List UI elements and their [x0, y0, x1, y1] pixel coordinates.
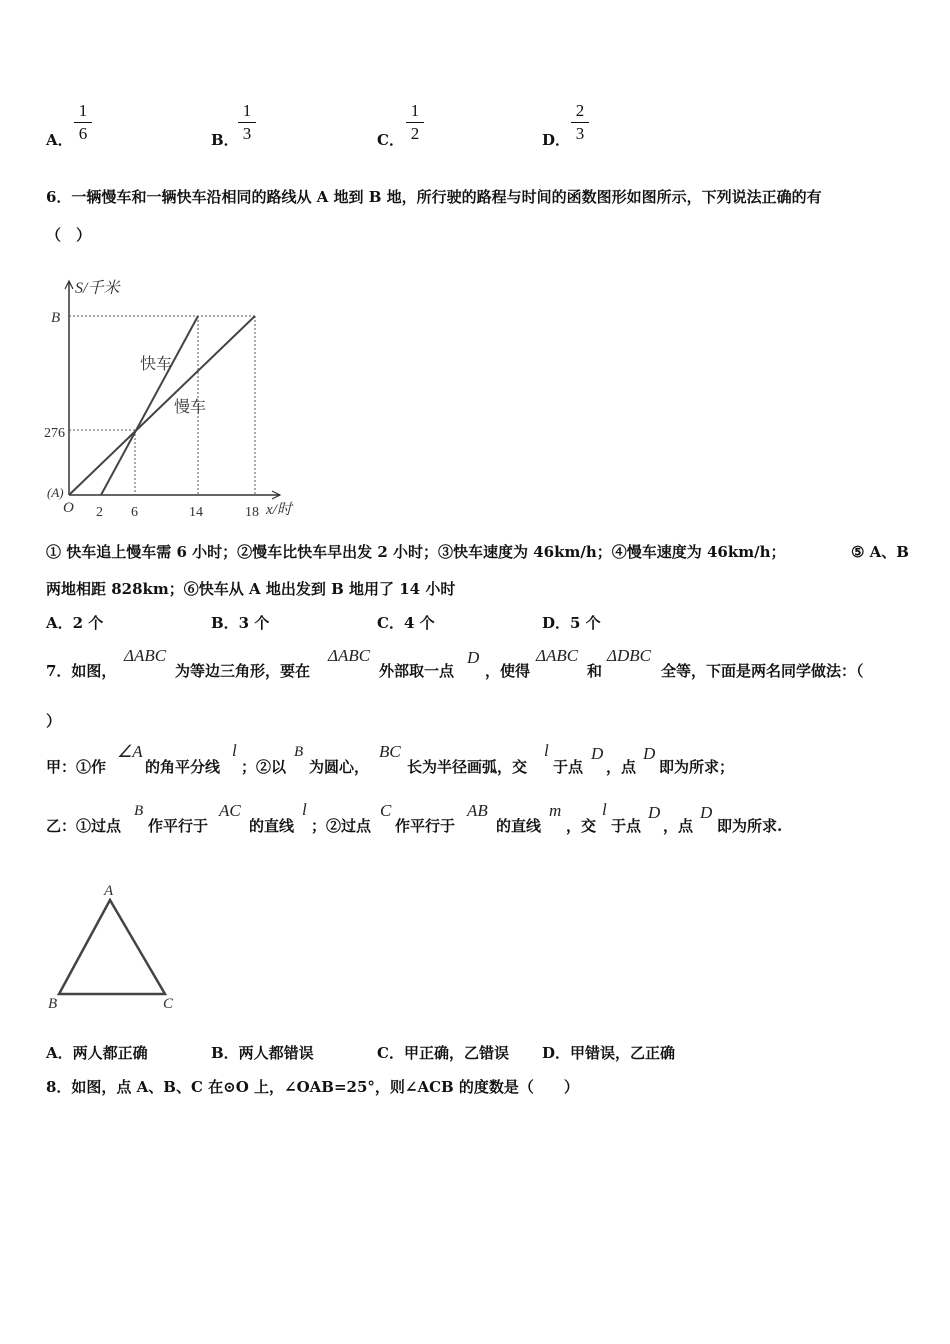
q7-option-b: B．两人都错误: [211, 1044, 314, 1062]
triangle-abc: [59, 900, 165, 994]
yi-math-ab: AB: [467, 801, 488, 820]
q7-text-3: 外部取一点: [379, 662, 455, 680]
yi-math-ac: AC: [219, 801, 241, 820]
q7-option-a: A．两人都正确: [46, 1044, 148, 1062]
q6-option-b: B．3 个: [211, 614, 270, 632]
q7-text-4: ，使得: [485, 662, 531, 680]
vertex-c-label: C: [163, 996, 174, 1012]
q7-math-d: D: [467, 648, 480, 667]
jia-text-3: ；②以: [241, 758, 287, 776]
q7-math-dbc: ΔDBC: [607, 646, 651, 665]
yi-text-5: 作平行于: [395, 817, 456, 835]
yi-math-b: B: [134, 803, 144, 819]
q7-math-abc-1: ΔABC: [124, 646, 167, 665]
jia-text-8: 即为所求；: [659, 758, 735, 776]
q6-stem-line1: 6．一辆慢车和一辆快车沿相同的路线从 A 地到 B 地，所行驶的路程与时间的函数图形如图所示，下列说法正确的有: [46, 188, 822, 206]
y-tick-b: B: [51, 310, 61, 326]
yi-text-7: ，交: [566, 817, 597, 835]
yi-text-6: 的直线: [496, 817, 542, 835]
jia-math-angle-a: ∠A: [117, 742, 143, 761]
vertex-a-label: A: [104, 883, 114, 899]
jia-math-bc: BC: [379, 742, 401, 761]
origin-label: O: [63, 500, 74, 516]
yi-text-4: ；②过点: [311, 817, 372, 835]
jia-text-1: 甲：①作: [46, 758, 107, 776]
yi-math-d-2: D: [700, 803, 713, 822]
yi-math-d-1: D: [648, 803, 661, 822]
yi-math-l-1: l: [302, 800, 307, 819]
jia-text-5: 长为半径画弧，交: [407, 758, 528, 776]
origin-note: (A): [47, 485, 64, 500]
q7-math-abc-2: ΔABC: [328, 646, 371, 665]
q7-option-d: D．甲错误，乙正确: [542, 1044, 676, 1062]
q5-option-b-fraction: 1 3: [237, 102, 257, 143]
jia-math-d-2: D: [643, 744, 656, 763]
x-tick-18: 18: [245, 505, 259, 520]
yi-text-3: 的直线: [249, 817, 295, 835]
q6-statements-line1b: ⑤ A、B: [851, 543, 909, 561]
q7-text-5: 和: [587, 662, 603, 680]
jia-math-l-1: l: [232, 741, 237, 760]
y-axis-label: S/千米: [75, 280, 120, 297]
jia-math-d-1: D: [591, 744, 604, 763]
q6-statements-line2: 两地相距 828km；⑥快车从 A 地出发到 B 地用了 14 小时: [46, 580, 456, 598]
q6-stem-line2: （ ）: [46, 226, 92, 244]
jia-text-6: 于点: [553, 758, 584, 776]
q6-statements-line1: ① 快车追上慢车需 6 小时；②慢车比快车早出发 2 小时；③快车速度为 46km/h；④慢车速度为 46km/h；: [46, 543, 786, 561]
yi-math-m: m: [549, 801, 562, 820]
q5-option-d-label: D．: [542, 131, 571, 149]
yi-math-l-2: l: [602, 800, 607, 819]
x-tick-6: 6: [131, 505, 138, 520]
yi-text-10: 即为所求.: [717, 817, 783, 835]
q7-text-6: 全等，下面是两名同学做法：（: [661, 662, 864, 680]
y-tick-276: 276: [44, 426, 65, 441]
jia-math-b: B: [294, 744, 304, 760]
slow-car-label: 慢车: [174, 399, 207, 416]
x-tick-2: 2: [96, 505, 103, 520]
yi-text-2: 作平行于: [148, 817, 209, 835]
q7-text-1: 7．如图，: [46, 662, 117, 680]
q6-graph: [40, 272, 320, 524]
x-tick-14: 14: [189, 505, 203, 520]
yi-text-8: 于点: [611, 817, 642, 835]
q7-triangle-figure: [40, 876, 190, 1016]
q5-option-c-label: C．: [377, 131, 404, 149]
jia-text-7: ，点: [606, 758, 637, 776]
yi-text-1: 乙：①过点: [46, 817, 122, 835]
q7-text-2: 为等边三角形，要在: [175, 662, 311, 680]
q5-option-d-fraction: 2 3: [570, 102, 590, 143]
jia-math-l-2: l: [544, 741, 549, 760]
yi-math-c: C: [380, 801, 392, 820]
q5-option-b-label: B．: [211, 131, 239, 149]
q5-option-a-fraction: 1 6: [73, 102, 93, 143]
q5-option-a-label: A．: [46, 131, 73, 149]
q7-math-abc-3: ΔABC: [536, 646, 579, 665]
slow-car-line: [69, 316, 255, 495]
vertex-b-label: B: [48, 996, 58, 1012]
q7-option-c: C．甲正确，乙错误: [377, 1044, 509, 1062]
q6-option-a: A．2 个: [46, 614, 104, 632]
jia-text-2: 的角平分线: [145, 758, 221, 776]
jia-text-4: 为圆心，: [309, 758, 370, 776]
fast-car-label: 快车: [140, 356, 173, 373]
q7-text-close: ）: [46, 712, 62, 730]
x-axis-label: x/时: [266, 502, 292, 518]
q6-option-d: D．5 个: [542, 614, 601, 632]
yi-text-9: ，点: [663, 817, 694, 835]
q6-option-c: C．4 个: [377, 614, 435, 632]
q8-stem: 8．如图，点 A、B、C 在⊙O 上，∠OAB=25°，则∠ACB 的度数是（ ）: [46, 1078, 579, 1096]
q5-option-c-fraction: 1 2: [405, 102, 425, 143]
